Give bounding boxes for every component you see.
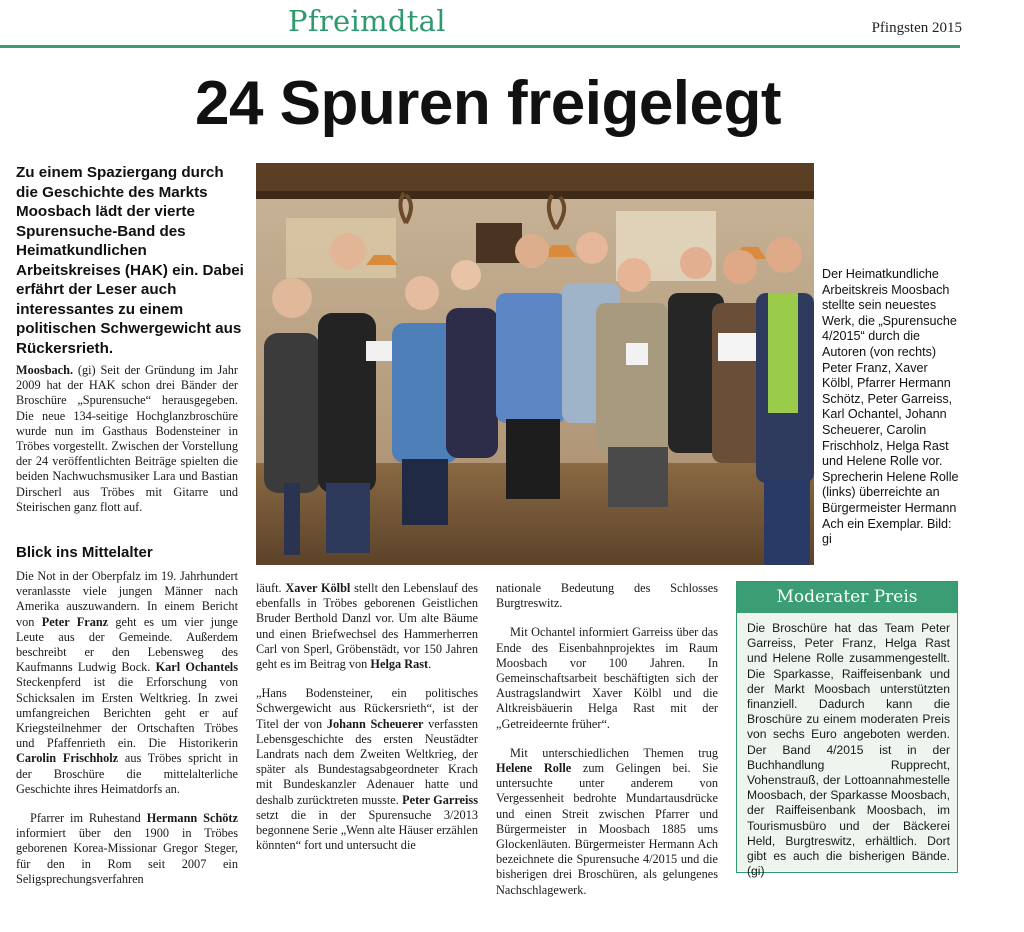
paragraph-gap [256, 672, 478, 686]
paragraph-intro [16, 363, 238, 515]
article-column-1-bottom [16, 569, 238, 887]
text-run: geht es um vier junge Leute aus der Gemeinde. Außerdem beschreibt er den Lebensweg des Kaufmanns Ludwig Bock. [16, 614, 238, 675]
info-box-text: Die Broschüre hat das Team Peter Garreiss, Peter Franz, Helga Rast und Helene Rolle zusammengestellt. Die Sparkasse, Raiffeisenbank und der Markt Moosbach unterstützten finanziell. Dadurch kann die Broschüre zu einem moderaten Preis von sechs Euro angeboten werden. Der Band 4/2015 ist in der Buchhandlung Rupprecht, Vohenstrauß, der Lottoannahmestelle Moosbach, der Sparkasse Moosbach, der Raiffeisenbank Moosbach, im Tourismusbüro und der Bäckerei Held, Burgtreswitz, erhältlich. Dort gibt es auch die bisherigen Bände. (gi) [737, 613, 957, 871]
paragraph-gap [496, 611, 718, 625]
author-name: Xaver Kölbl [285, 581, 351, 595]
author-name: Peter Franz [41, 614, 109, 629]
author-name: Hermann Schötz [146, 811, 238, 826]
text-run: . [428, 657, 432, 672]
paragraph-missionary-continued [256, 581, 478, 672]
lead-paragraph: Zu einem Spaziergang durch die Geschichte des Markts Moosbach lädt der vierte Spurensuche-Band des Heimatkundlichen Arbeitskreises (HAK) ein. Dabei erfährt der Leser auch interessantes zu einem politischen Schwergewicht aus Rückersrieth. [16, 164, 244, 357]
article-column-3 [496, 581, 718, 898]
text-run: stellt den Lebenslauf des ebenfalls in Tröbes geborenen Geistlichen Bruder Berthold Danzl vor. Um alte Bäume und einen Briefwechsel des Hammerherren Carl von Sperl, Gröbenstädt, vor 150 Jahren geht es im Beitrag von [256, 581, 478, 672]
info-box [736, 581, 958, 879]
author-name: Helene Rolle [496, 761, 572, 776]
photo-caption: Der Heimatkundliche Arbeitskreis Moosbach stellte sein neuestes Werk, die „Spurensuche 4/2015“ durch die Autoren (von rechts) Peter Franz, Xaver Kölbl, Pfarrer Hermann Schötz, Peter Garreiss, Karl Ochantel, Johann Scheuerer, Carolin Frischholz, Helga Rast und Helene Rolle vor. Sprecherin Helene Rolle (links) überreichte an Bürgermeister Hermann Ach ein Exemplar. Bild: gi [822, 267, 959, 547]
paragraph-railway: Mit Ochantel informiert Garreiss über das Ende des Eisenbahnprojektes im Raum Moosbach vor 100 Jahren. In Gemeinschaftsarbeit beschäftigten sich der Austragslandwirt Xaver Kölbl und die Altkreisbäuerin Helga Rast mit der „Getreideernte früher“. [496, 625, 718, 731]
text-run: informiert über den 1900 in Tröbes geborenen Korea-Missionar Gregor Steger, für den in Rom seit 2007 ein Seligsprechungsverfahren [16, 826, 238, 886]
text-run: setzt die in der Spurensuche 3/2013 begonnene Serie „Wenn alte Häuser erzählen könnten“ fort und untersucht die [256, 807, 478, 853]
paragraph-bodensteiner-continued [496, 581, 718, 611]
author-name: Johann Scheuerer [326, 716, 424, 731]
author-name: Helga Rast [370, 657, 429, 672]
text-run: Steckenpferd ist die Erforschung von Schicksalen im Ersten Weltkrieg. In zwei umfangreichen Berichten geht er auf Kriegsteilnehmer der Ortschaften Tröbes und Pfaffenrieth ein. Die Historikerin [16, 675, 238, 751]
info-box-title: Moderater Preis [737, 582, 957, 613]
text-run: zum Gelingen bei. Sie untersuchte unter anderem von Vergessenheit bedrohte Mundartausdrücke und einen Streit zwischen Pfarrer und Bürgermeister in Moosbach 1885 ums Glockenläuten. Bürgermeister Hermann Ach bezeichnete die Spurensuche 4/2015 und die bisherigen drei Broschüren, als gelungenes Nachschlagewerk. [496, 761, 718, 897]
group-photo [256, 163, 814, 565]
text-run: Mit unterschiedlichen Themen trug [510, 745, 718, 760]
author-name: Carolin Frischholz [16, 751, 119, 766]
group-photo-illustration [256, 163, 814, 565]
paragraph-bodensteiner [256, 686, 478, 853]
dateline: Moosbach. [16, 363, 74, 377]
text-run: nationale Bedeutung des Schlosses Burgtreswitz. [496, 581, 718, 611]
text-run: verfassten Lebensgeschichte des ersten Neustädter Landrats nach dem Zweiten Weltkrieg, der später als Bundestagsabgeordneter Krach mit Bundeskanzler Adenauer hatte und deshalb zurücktreten musste. [256, 716, 478, 807]
text-run: „Hans Bodensteiner, ein politisches Schwergewicht aus Rückersrieth“, ist der Titel der von [256, 686, 478, 731]
paragraph-gap [496, 732, 718, 746]
paragraph-missionary [16, 811, 238, 887]
issue-date: Pfingsten 2015 [871, 20, 962, 36]
subheading: Blick ins Mittelalter [16, 544, 153, 561]
paragraph-intro-text: (gi) Seit der Gründung im Jahr 2009 hat der HAK schon drei Bänder der Broschüre „Spurensuche“ herausgegeben. Die neue 134-seitige Hochglanzbroschüre wurde nun im Gasthaus Bodensteiner in Tröbes vorgestellt. Zwischen der Vorstellung der 24 veröffentlichten Beiträge spielten die beiden Nachwuchsmusiker Lara und Bastian Dirscherl aus Tröbes mit Gitarre und Steirischen ganz flott auf. [16, 363, 238, 514]
paragraph-gap [16, 797, 238, 811]
paragraph-rolle [496, 746, 718, 898]
text-run: Pfarrer im Ruhestand [30, 811, 147, 826]
article-column-1-top [16, 363, 238, 515]
text-run: Die Not in der Oberpfalz im 19. Jahrhundert veranlasste viele jungen Männer nach Amerika auszuwandern. In einem Bericht von [16, 569, 238, 629]
text-run: läuft. [256, 581, 286, 595]
paragraph-emigration [16, 569, 238, 797]
author-name: Peter Garreiss [402, 792, 479, 807]
text-run: aus Tröbes spricht in der Broschüre die mittelalterliche Geschichte ihres Heimatdorfs an. [16, 751, 238, 796]
headline: 24 Spuren freigelegt [194, 69, 782, 138]
article-column-2 [256, 581, 478, 853]
section-name: Pfreimdtal [288, 4, 446, 38]
header-rule [0, 45, 960, 48]
author-name: Karl Ochantels [155, 660, 238, 675]
